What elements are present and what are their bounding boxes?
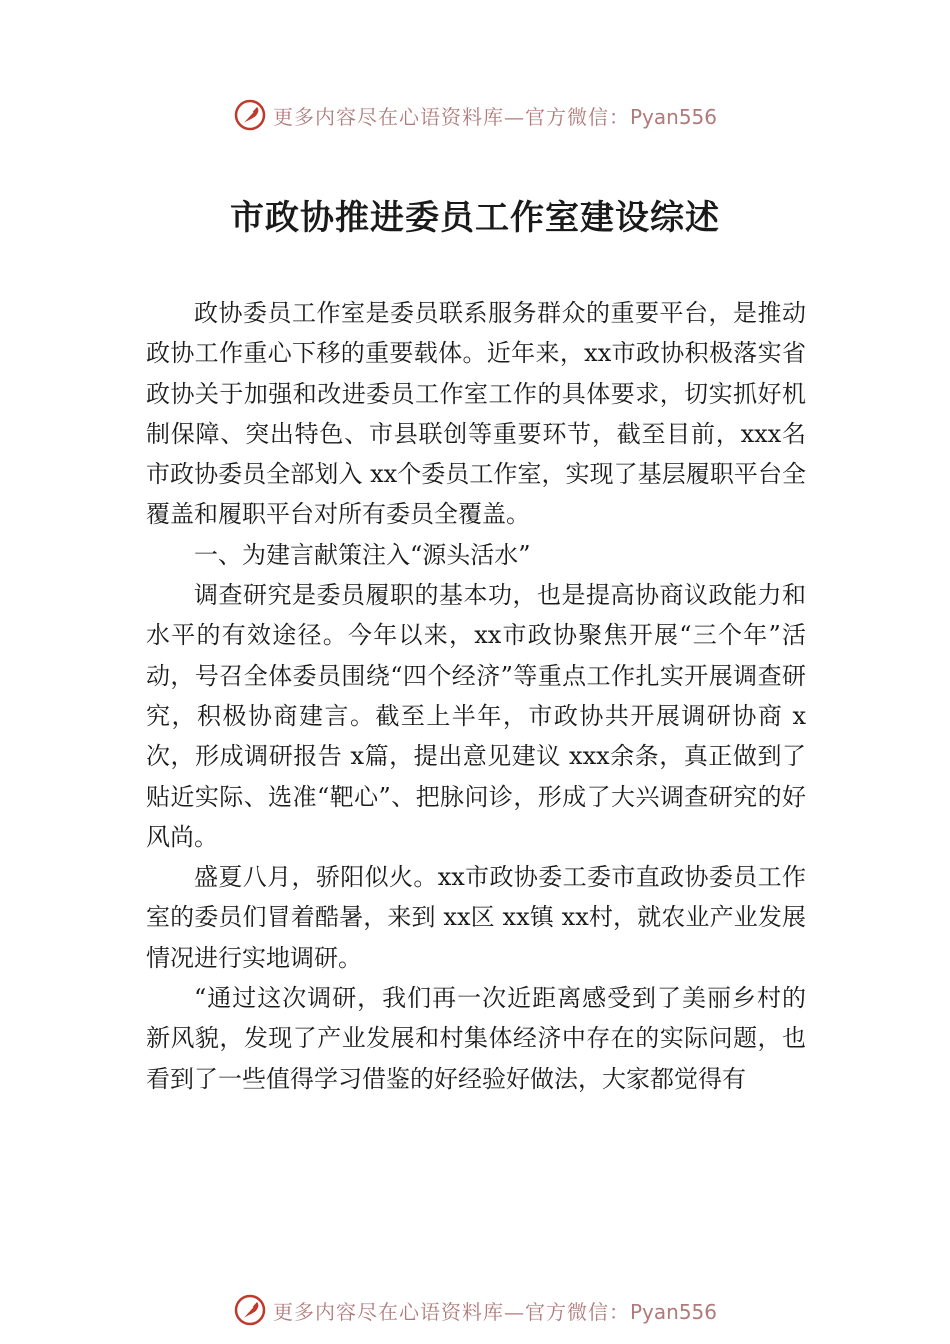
footer-brand-text: 更多内容尽在心语资料库—官方微信：Pyan556 bbox=[272, 1299, 717, 1324]
header-banner-content bbox=[233, 98, 717, 132]
header-banner bbox=[0, 95, 950, 135]
paragraph-field-visit: 盛夏八月，骄阳似火。xx市政协委工委市直政协委员工作室的委员们冒着酷暑，来到 xx区 xx镇 xx村，就农业产业发展情况进行实地调研。 bbox=[146, 863, 806, 972]
footer-banner-content bbox=[233, 1293, 717, 1327]
footer-wechat-id: Pyan556 bbox=[629, 1299, 717, 1324]
header-brand-text: 更多内容尽在心语资料库—官方微信：Pyan556 bbox=[272, 104, 717, 129]
paragraph-intro: 政协委员工作室是委员联系服务群众的重要平台，是推动政协工作重心下移的重要载体。近年来，xx市政协积极落实省政协关于加强和改进委员工作室工作的具体要求，切实抓好机制保障、突出特色、市县联创等重要环节，截至目前，xxx名市政协委员全部划入 xx个委员工作室，实现了基层履职平台全覆盖和履职平台对所有委员全覆盖。 bbox=[146, 299, 806, 529]
feather-pen-icon bbox=[233, 1293, 267, 1327]
document-title: 市政协推进委员工作室建设综述 bbox=[230, 198, 720, 238]
header-wechat-id: Pyan556 bbox=[629, 104, 717, 129]
paragraph-quote: “通过这次调研，我们再一次近距离感受到了美丽乡村的新风貌，发现了产业发展和村集体经济中存在的实际问题，也看到了一些值得学习借鉴的好经验好做法，大家都觉得有 bbox=[146, 984, 806, 1093]
section-heading-1: 一、为建言献策注入“源头活水” bbox=[194, 540, 531, 569]
feather-pen-icon bbox=[233, 98, 267, 132]
footer-banner bbox=[0, 1290, 950, 1330]
paragraph-research: 调查研究是委员履职的基本功，也是提高协商议政能力和水平的有效途径。今年以来，xx市政协聚焦开展“三个年”活动，号召全体委员围绕“四个经济”等重点工作扎实开展调查研究，积极协商建言。截至上半年，市政协共开展调研协商 x次，形成调研报告 x篇，提出意见建议 xxx余条，真正做到了贴近实际、选准“靶心”、把脉问诊，形成了大兴调查研究的好风尚。 bbox=[146, 581, 806, 851]
document-body bbox=[146, 293, 806, 1099]
